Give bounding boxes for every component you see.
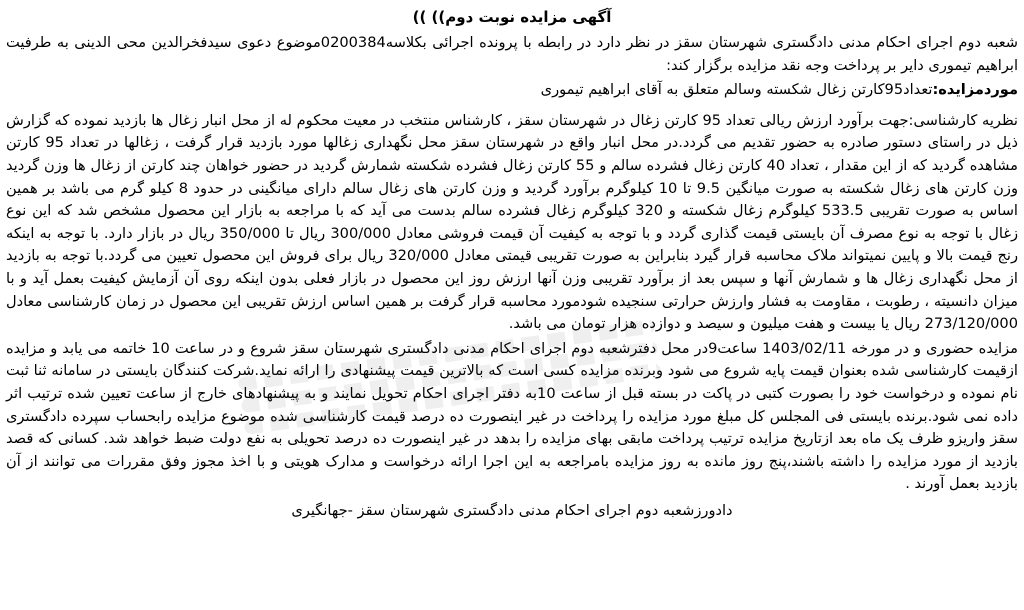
expert-opinion: نظریه کارشناسی:جهت برآورد ارزش ریالی تعداد 95 کارتن زغال در شهرستان سقز ، کارشناس منتخب در معیت محکوم له از محل انبار زغال ها بازدید نموده که گزارش ذیل در راستای دستور صادره به حضور تقدیم می گردد.در محل انبار واقع در شهرستان سقز محل نگهداری زغالها مورد بازدید قرار گرفت ، زغالها در تعداد 95 کارتن مشاهده گردید که از این مقدار ، تعداد 40 کارتن زغال فشرده سالم و 55 کارتن زغال فشرده شکسته شمارش گردید در حضور خواهان چند کارتن از زغال ها وزن گردید وزن کارتن های زغال شکسته به صورت میانگین 9.5 تا 10 کیلوگرم برآورد گردید و وزن کارتن های زغال سالم دارای میانگینی در حدود 8 کیلو گرم می باشد بر همین اساس به صورت تقریبی 533.5 کیلوگرم زغال شکسته و 320 کیلوگرم زغال فشرده سالم بدست می آید که با مراجعه به بازار این محصول مشخص شد که این نوع زغال با توجه به نوع مصرف آن بایستی قیمت گذاری گردد و با توجه به کیفیت آن قیمت فروشی معادل 300/000 ریال تا 350/000 ریال در بازار دارد. با توجه به اینکه رنج قیمت بالا و پایین نمیتواند ملاک محاسبه قرار گیرد بنابراین به صورت تقریبی قیمتی معادل 320/000 ریال برای فروش این محصول تعیین می گردد.با توجه به بازدید از محل نگهداری زغال ها و شمارش آنها و سپس بعد از برآورد تقریبی وزن آنها ارزش روز این محصول در بازار فعلی بدون اینکه روی آن آزمایش کیفیت بعمل آید و با میزان دانسیته ، رطوبت ، مقاومت به فشار وارزش حرارتی سنجیده شودمورد محاسبه قرار گرفت بر همین اساس ارزش تقریبی این محصول در زمان کارشناسی معادل 273/120/000 ریال یا بیست و هفت میلیون و سیصد و دوازده هزار تومان می باشد. — [6, 111, 1019, 333]
notice-signature: دادورزشعبه دوم اجرای احکام مدنی دادگستری شهرستان سقز -جهانگیری — [291, 501, 733, 519]
auction-notice — [6, 4, 1018, 606]
notice-title: آگهی مزایده نوبت دوم)) )) — [412, 8, 612, 26]
auction-subject — [6, 79, 1018, 102]
notice-intro: شعبه دوم اجرای احکام مدنی دادگستری شهرستان سقز در نظر دارد در رابطه با پرونده اجرائی بکلاسه0200384موضوع دعوی سیدفخرالدین محی الدینی به طرفیت ابراهیم تیموری دایر بر پرداخت وجه نقد مزایده برگزار کند: — [6, 34, 1018, 74]
auction-terms: مزایده حضوری و در مورخه 1403/02/11 ساعت9در محل دفترشعبه دوم اجرای احکام مدنی دادگستری شهرستان سقز شروع و در ساعت 10 خاتمه می یابد و مزایده ازقیمت کارشناسی شده بعنوان قیمت پایه شروع می شود وبرنده مزایده کسی است که بالاترین قیمت پیشنهادی را ارائه نماید.شرکت کنندگان بایستی در سامانه ثنا ثبت نام نموده و درخواست خود را بصورت کتبی در پاکت در بسته قبل از ساعت 10به دفتر اجرای احکام تحویل نمایند و به پیشنهادهای خارج از ساعت تعیین شده ترتیب اثر داده نمی شود.برنده بایستی فی المجلس کل مبلغ مورد مزایده را پرداخت در غیر اینصورت ده درصد قیمت کارشناسی شده موضوع مزایده رابحساب سپرده دادگستری سقز واریزو ظرف یک ماه بعد ازتاریخ مزایده ترتیب پرداخت مابقی بهای مزایده را بدهد در غیر اینصورت ده درصد تحویلی به نفع دولت ضبط خواهد شد. کسانی که قصد بازدید از مورد مزایده را داشته باشند،پنج روز مانده به روز مزایده بامراجعه به این اجرا ارائه درخواست و مدارک هویتی و با اخذ مجوز وفق مقررات می توانند از آن بازدید بعمل آورند . — [6, 339, 1018, 493]
auction-subject-text: تعداد95کارتن زغال شکسته وسالم متعلق به آقای ابراهیم تیموری — [540, 81, 933, 99]
auction-subject-label: موردمزایده: — [932, 81, 1018, 99]
